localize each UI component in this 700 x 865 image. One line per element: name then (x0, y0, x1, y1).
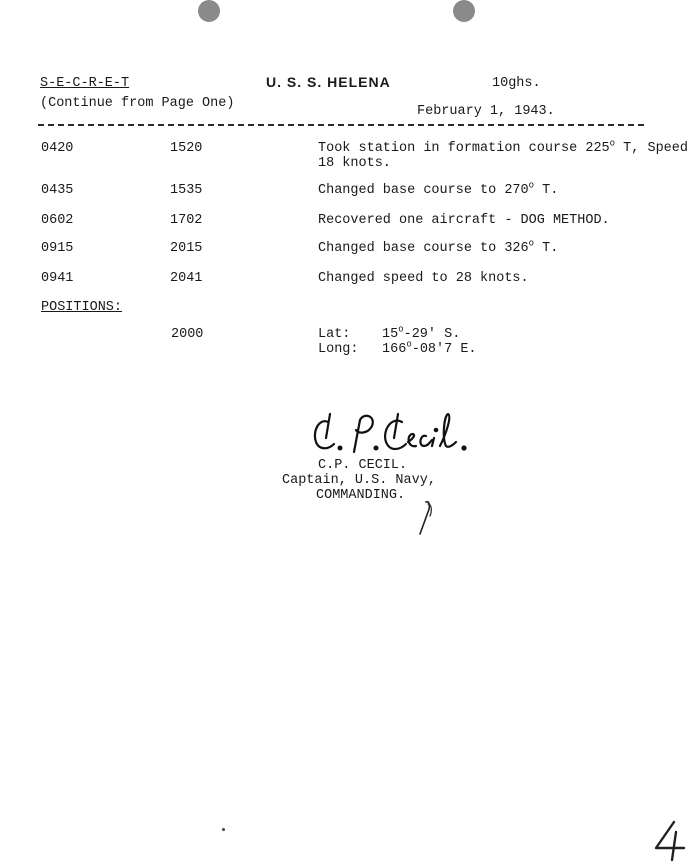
signatory-name: C.P. CECIL. (318, 458, 408, 473)
log-row (0, 238, 700, 273)
longitude-value: 166$^o$-08'7 E. (382, 339, 477, 357)
reference-code: 10ghs. (492, 76, 541, 91)
punch-hole-left (198, 0, 220, 22)
log-time-utc: 0420 (41, 141, 74, 156)
log-time-local: 1702 (170, 213, 203, 228)
latitude-label: Lat: (318, 327, 351, 342)
log-entry-text: Took station in formation course 225$^o$ T, Speed 18 knots. (318, 138, 688, 171)
log-time-local: 1535 (170, 183, 203, 198)
log-row (0, 271, 700, 303)
stray-mark (222, 828, 225, 831)
positions-heading: POSITIONS: (41, 300, 123, 315)
longitude-label: Long: (318, 342, 359, 357)
latitude-value: 15$^o$-29' S. (382, 324, 461, 342)
log-time-utc: 0602 (41, 213, 74, 228)
page-number (652, 818, 688, 862)
signatory-title: COMMANDING. (316, 488, 406, 503)
log-time-local: 2015 (170, 241, 203, 256)
log-row (0, 180, 700, 215)
handwritten-signature (306, 408, 486, 464)
continuation-note: (Continue from Page One) (40, 96, 235, 111)
separator-line (38, 124, 644, 126)
log-time-utc: 0941 (41, 271, 74, 286)
punch-hole-right (453, 0, 475, 22)
log-entry-text: Recovered one aircraft - DOG METHOD. (318, 213, 610, 228)
ship-name: U. S. S. HELENA (266, 74, 391, 90)
document-date: February 1, 1943. (417, 104, 555, 119)
log-time-utc: 0435 (41, 183, 74, 198)
signatory-rank: Captain, U.S. Navy, (282, 473, 436, 488)
position-time: 2000 (171, 327, 204, 342)
log-entry-text: Changed base course to 270$^o$ T. (318, 180, 559, 198)
log-time-local: 2041 (170, 271, 203, 286)
log-entry-text: Changed speed to 28 knots. (318, 271, 529, 286)
log-row (0, 138, 700, 173)
handwritten-mark (416, 498, 436, 538)
classification-marking: S-E-C-R-E-T (40, 76, 130, 91)
log-time-local: 1520 (170, 141, 203, 156)
log-entry-text: Changed base course to 326$^o$ T. (318, 238, 559, 256)
log-time-utc: 0915 (41, 241, 74, 256)
